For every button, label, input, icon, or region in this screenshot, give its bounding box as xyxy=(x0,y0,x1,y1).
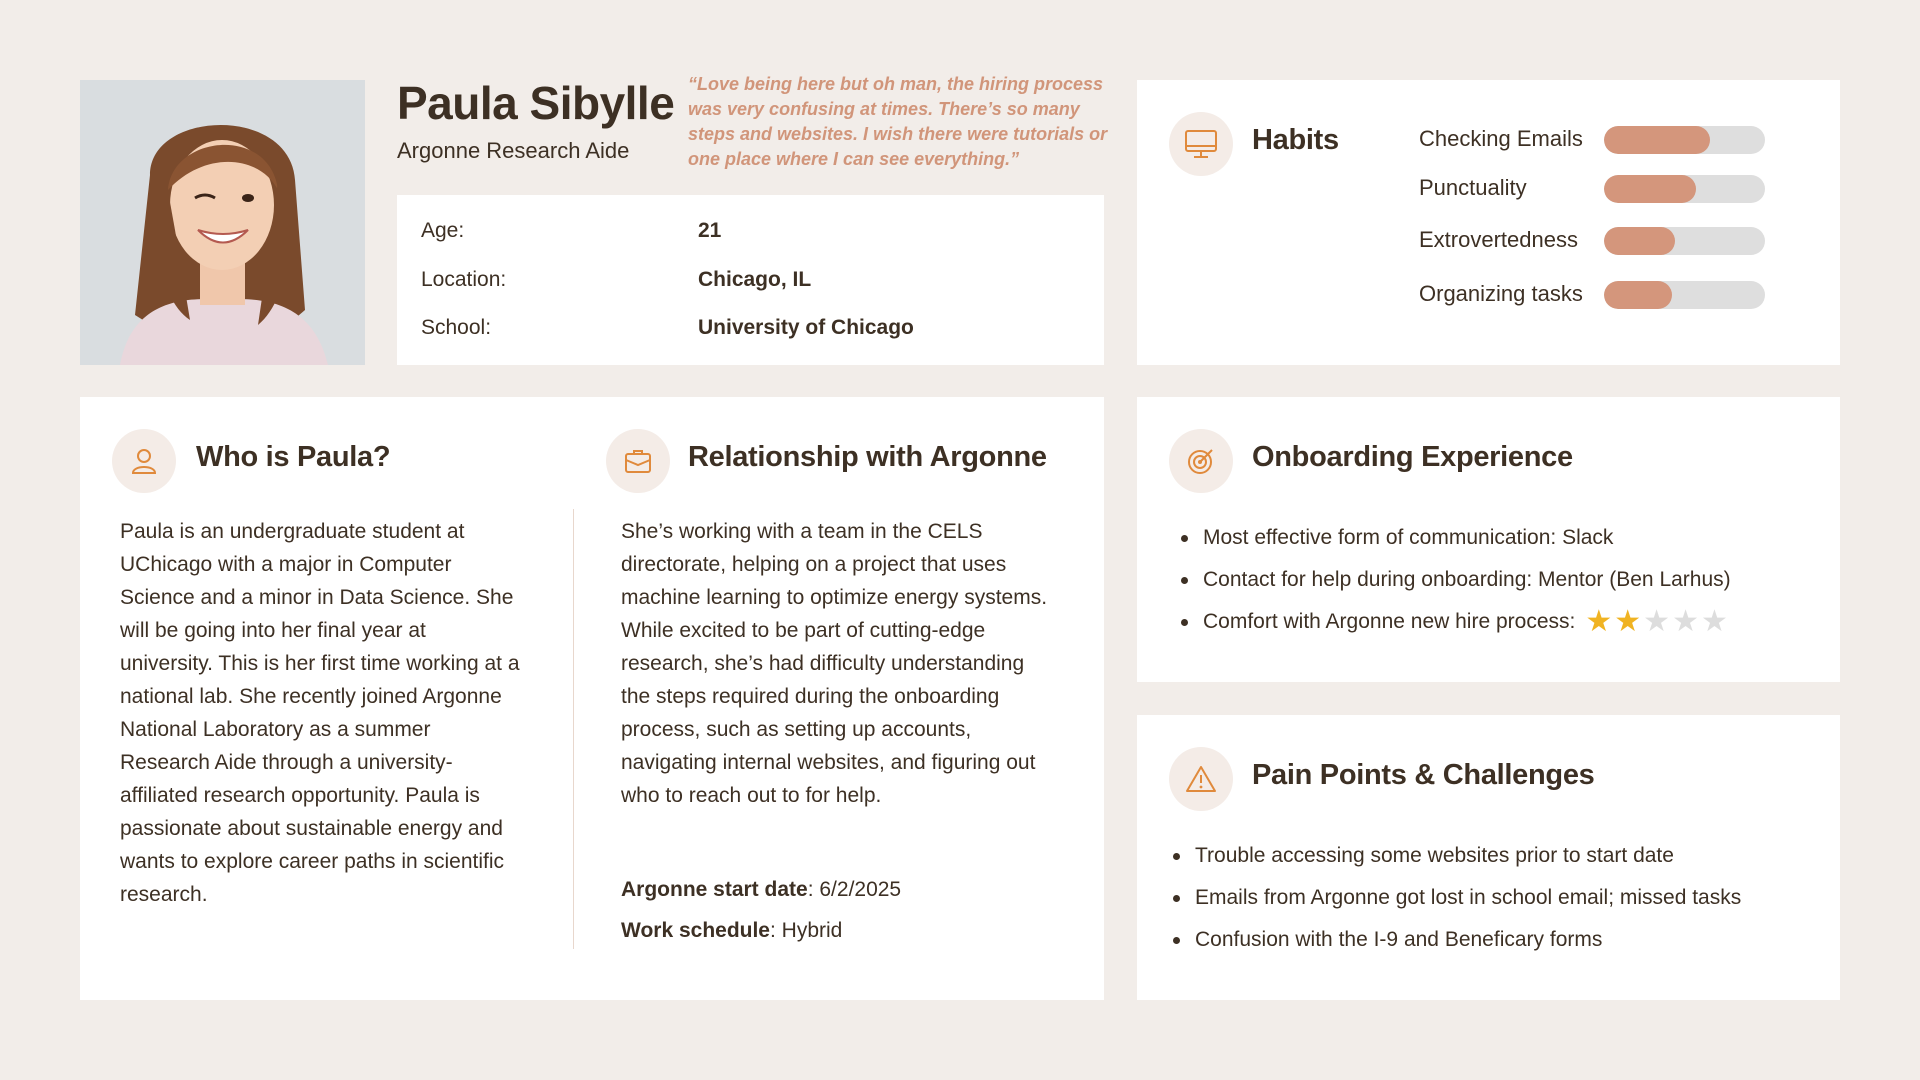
list-item: Trouble accessing some websites prior to start date xyxy=(1169,835,1741,877)
persona-photo xyxy=(80,80,365,365)
habits-card xyxy=(1137,80,1840,365)
onboarding-title: Onboarding Experience xyxy=(1252,441,1573,473)
list-item: Contact for help during onboarding: Mentor (Ben Larhus) xyxy=(1177,559,1731,601)
who-text: Paula is an undergraduate student at UChicago with a major in Computer Science and a minor in Data Science. She will be going into her final year at university. This is her first time working at a national lab. She recently joined Argonne National Laboratory as a summer Research Aide through a university-affiliated research opportunity. Paula is passionate about sustainable energy and wants to explore career paths in scientific research. xyxy=(120,520,520,906)
habit-label-emails: Checking Emails xyxy=(1419,126,1583,151)
persona-info-card xyxy=(397,195,1104,365)
briefcase-icon xyxy=(606,429,670,493)
comfort-rating xyxy=(1585,607,1730,637)
list-item: Most effective form of communication: Slack xyxy=(1177,517,1731,559)
star-filled-icon: ★ xyxy=(1614,605,1644,639)
habit-bar-fill xyxy=(1604,281,1672,309)
school-value: University of Chicago xyxy=(698,316,914,339)
habit-bar-fill xyxy=(1604,126,1710,154)
start-date-value: : 6/2/2025 xyxy=(807,878,902,901)
habit-bar-fill xyxy=(1604,227,1675,255)
start-date-label: Argonne start date xyxy=(621,878,808,901)
habit-label-punctuality: Punctuality xyxy=(1419,175,1527,200)
habit-label-extrovertedness: Extrovertedness xyxy=(1419,227,1578,252)
age-value: 21 xyxy=(698,219,722,242)
start-date-line xyxy=(621,873,901,906)
relationship-text: She’s working with a team in the CELS directorate, helping on a project that uses machine learning to optimize energy systems. While excited to be part of cutting-edge research, she’s had difficulty understanding the steps required during the onboarding process, such as setting up accounts, navigating internal websites, and figuring out who to reach out to for help. xyxy=(621,520,1048,807)
bio-card xyxy=(80,397,1104,1000)
habit-bar-emails xyxy=(1604,126,1765,154)
person-icon xyxy=(112,429,176,493)
habit-bar-fill xyxy=(1604,175,1696,203)
star-empty-icon: ★ xyxy=(1672,605,1701,639)
star-empty-icon: ★ xyxy=(1643,605,1673,639)
warning-icon xyxy=(1169,747,1233,811)
persona-quote: “Love being here but oh man, the hiring process was very confusing at times. There’s so many steps and websites. I wish there were tutorials or one place where I can see everything.” xyxy=(688,74,1108,169)
schedule-label: Work schedule xyxy=(621,919,770,942)
schedule-value: : Hybrid xyxy=(770,919,843,942)
location-label: Location: xyxy=(421,268,507,291)
persona-name: Paula Sibylle xyxy=(397,77,675,129)
habit-label-organizing: Organizing tasks xyxy=(1419,281,1583,306)
schedule-line xyxy=(621,914,842,947)
habit-bar-punctuality xyxy=(1604,175,1765,203)
location-value: Chicago, IL xyxy=(698,268,812,291)
comfort-label: Comfort with Argonne new hire process: xyxy=(1203,610,1576,633)
monitor-icon xyxy=(1169,112,1233,176)
persona-photo-illustration xyxy=(80,80,365,365)
onboarding-card xyxy=(1137,397,1840,682)
age-label: Age: xyxy=(421,219,465,242)
list-item xyxy=(1177,601,1731,643)
pain-title: Pain Points & Challenges xyxy=(1252,759,1595,791)
persona-role: Argonne Research Aide xyxy=(397,138,630,163)
list-item: Confusion with the I-9 and Beneficary forms xyxy=(1169,919,1741,961)
column-divider xyxy=(573,509,574,949)
star-filled-icon: ★ xyxy=(1585,605,1615,639)
pain-points-card xyxy=(1137,715,1840,1000)
star-empty-icon: ★ xyxy=(1700,605,1730,639)
habits-title: Habits xyxy=(1252,124,1339,156)
habit-bar-extrovertedness xyxy=(1604,227,1765,255)
school-label: School: xyxy=(421,316,492,339)
who-title: Who is Paula? xyxy=(196,441,391,473)
pain-list xyxy=(1169,835,1741,961)
target-icon xyxy=(1169,429,1233,493)
relationship-title: Relationship with Argonne xyxy=(688,441,1047,473)
habit-bar-organizing xyxy=(1604,281,1765,309)
list-item: Emails from Argonne got lost in school email; missed tasks xyxy=(1169,877,1741,919)
onboarding-list xyxy=(1177,517,1731,643)
